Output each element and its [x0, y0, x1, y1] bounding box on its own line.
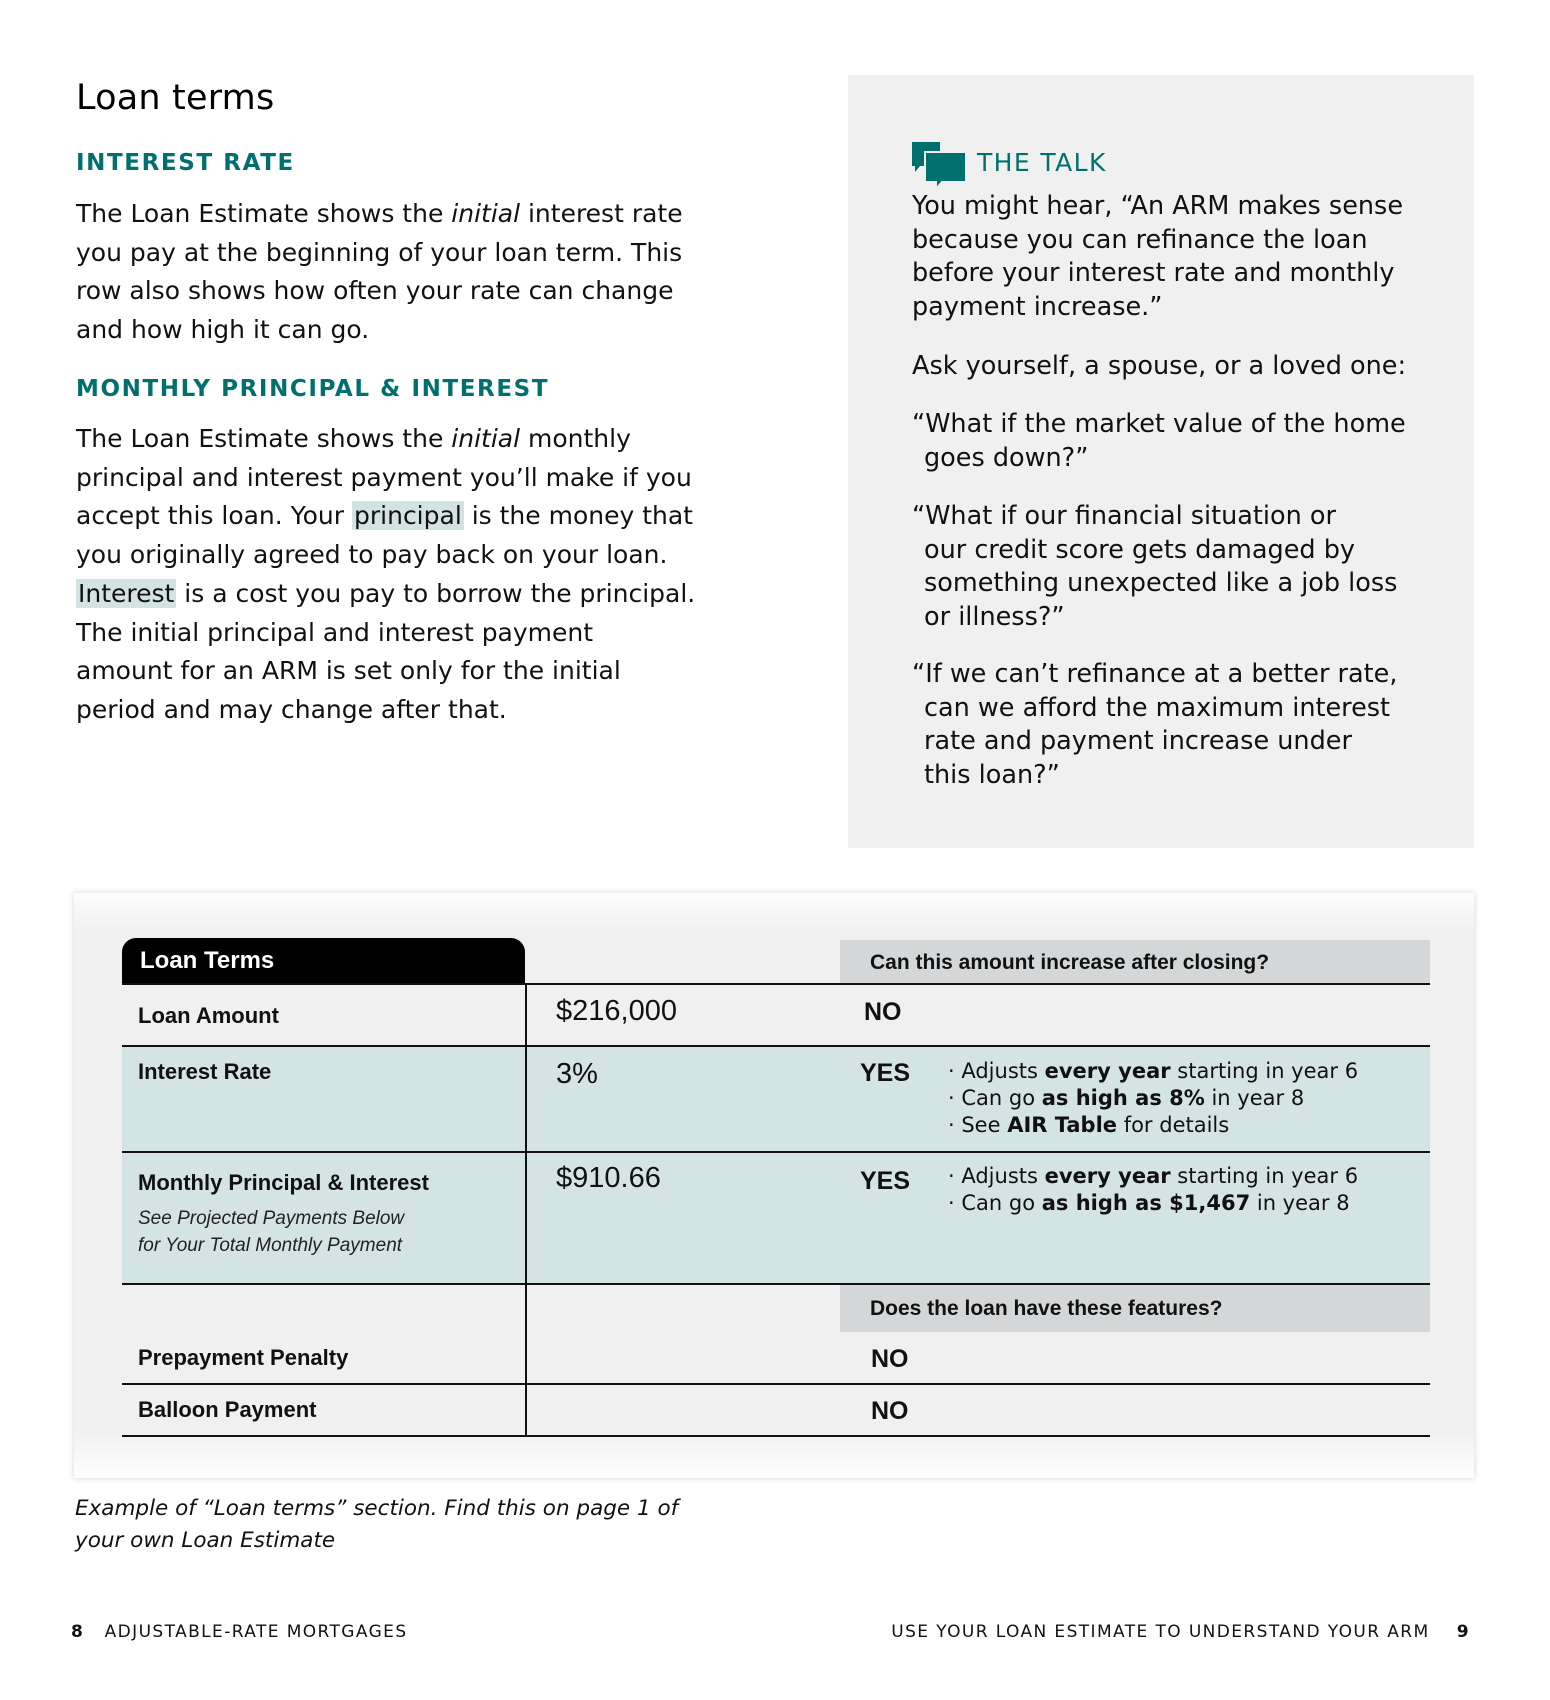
row-label-monthly-pi: Monthly Principal & Interest — [138, 1170, 429, 1195]
table-rule — [122, 1045, 1430, 1047]
answer-monthly-pi: YES — [860, 1167, 911, 1195]
paragraph-line: accept this loan. Your principal is the money that — [76, 501, 693, 531]
question-line: something unexpected like a job loss — [924, 568, 1398, 598]
value-loan-amount: $216,000 — [556, 995, 677, 1027]
section-heading-interest-rate: INTEREST RATE — [76, 150, 295, 176]
paragraph-line: The Loan Estimate shows the initial monthly — [76, 424, 631, 453]
column-header-increase: Can this amount increase after closing? — [840, 940, 1430, 984]
talk-line: before your interest rate and monthly — [912, 258, 1395, 288]
answer-loan-amount: NO — [864, 998, 902, 1026]
loan-terms-tab: Loan Terms — [122, 938, 525, 984]
row-label-balloon-payment: Balloon Payment — [138, 1397, 317, 1422]
paragraph-line: period and may change after that. — [76, 694, 507, 724]
page-number-right: 9 — [1456, 1622, 1470, 1642]
footer-left-title: ADJUSTABLE-RATE MORTGAGES — [104, 1622, 408, 1642]
the-talk-heading: THE TALK — [977, 148, 1107, 177]
answer-balloon-payment: NO — [871, 1397, 909, 1425]
glossary-term[interactable]: Interest — [78, 578, 175, 608]
bold-term: every year — [1044, 1164, 1171, 1188]
bold-term: as high as $1,467 — [1041, 1191, 1251, 1215]
column-header-features: Does the loan have these features? — [840, 1284, 1430, 1332]
question-line: “What if the market value of the home — [912, 409, 1406, 439]
value-interest-rate: 3% — [556, 1058, 598, 1090]
value-monthly-pi: $910.66 — [556, 1162, 661, 1194]
detail-bullet: · Can go as high as $1,467 in year 8 — [948, 1191, 1350, 1215]
table-rule — [122, 983, 1430, 985]
detail-bullet: · Adjusts every year starting in year 6 — [948, 1059, 1359, 1083]
question-line: can we afford the maximum interest — [924, 692, 1391, 723]
talk-line: because you can refinance the loan — [912, 224, 1368, 255]
question-line: “What if our financial situation or — [912, 501, 1336, 531]
caption-line: Example of “Loan terms” section. Find this on page 1 of — [75, 1496, 679, 1521]
table-rule — [122, 1151, 1430, 1153]
question-line: or illness?” — [924, 601, 1065, 632]
table-rule — [122, 1283, 1430, 1285]
row-label-loan-amount: Loan Amount — [138, 1003, 279, 1028]
interest-rate-paragraph — [76, 195, 716, 350]
detail-bullet: · Adjusts every year starting in year 6 — [948, 1164, 1359, 1188]
sublabel-line: See Projected Payments Below — [138, 1208, 405, 1229]
card-top-fade — [74, 893, 1474, 933]
monthly-pi-paragraph — [76, 420, 716, 730]
figure-caption — [75, 1493, 678, 1557]
paragraph-line: you originally agreed to pay back on your loan. — [76, 540, 668, 570]
speech-bubbles-icon — [912, 142, 966, 189]
row-label-interest-rate: Interest Rate — [138, 1059, 272, 1084]
monthly-pi-sublabel — [138, 1205, 404, 1259]
talk-intro — [912, 190, 1422, 324]
paragraph-line: The Loan Estimate shows the initial interest rate — [76, 199, 683, 228]
paragraph-line: The initial principal and interest payment — [76, 617, 594, 647]
question-line: “If we can’t refinance at a better rate, — [912, 659, 1398, 689]
paragraph-line: you pay at the beginning of your loan term. This — [76, 237, 683, 267]
footer-right — [891, 1622, 1470, 1642]
talk-line: payment increase.” — [912, 291, 1163, 322]
talk-line: You might hear, “An ARM makes sense — [912, 191, 1404, 221]
caption-line: your own Loan Estimate — [75, 1528, 336, 1553]
column-divider — [525, 984, 527, 1436]
page-number-left: 8 — [71, 1622, 85, 1642]
sublabel-line: for Your Total Monthly Payment — [138, 1235, 403, 1256]
talk-prompt: Ask yourself, a spouse, or a loved one: — [912, 351, 1407, 381]
answer-prepayment-penalty: NO — [871, 1345, 909, 1373]
card-bottom-fade — [74, 1430, 1474, 1478]
talk-question-1 — [912, 408, 1422, 475]
table-rule — [122, 1383, 1430, 1385]
footer-right-title: USE YOUR LOAN ESTIMATE TO UNDERSTAND YOUR ARM — [891, 1622, 1430, 1642]
paragraph-line: and how high it can go. — [76, 315, 370, 345]
paragraph-line: amount for an ARM is set only for the initial — [76, 656, 621, 686]
emphasis: initial — [451, 199, 521, 228]
glossary-term[interactable]: principal — [354, 501, 462, 531]
paragraph-line: row also shows how often your rate can change — [76, 276, 674, 306]
page-title: Loan terms — [76, 78, 275, 118]
question-line: our credit score gets damaged by — [924, 534, 1355, 565]
question-line: this loan?” — [924, 759, 1060, 790]
emphasis: initial — [451, 424, 521, 453]
bold-term: AIR Table — [1007, 1113, 1118, 1137]
answer-interest-rate: YES — [860, 1059, 911, 1087]
row-label-prepayment-penalty: Prepayment Penalty — [138, 1345, 349, 1370]
bold-term: every year — [1044, 1059, 1171, 1083]
detail-bullet: · Can go as high as 8% in year 8 — [948, 1086, 1305, 1110]
section-heading-monthly-pi: MONTHLY PRINCIPAL & INTEREST — [76, 376, 550, 402]
detail-bullet: · See AIR Table for details — [948, 1113, 1230, 1137]
table-rule — [122, 1435, 1430, 1437]
talk-question-2 — [912, 500, 1422, 634]
paragraph-line: principal and interest payment you’ll make if you — [76, 462, 692, 492]
details-monthly-pi — [948, 1163, 1358, 1217]
footer-left — [71, 1622, 408, 1642]
talk-question-3 — [912, 658, 1422, 792]
bold-term: as high as 8% — [1041, 1086, 1205, 1110]
details-interest-rate — [948, 1058, 1358, 1139]
paragraph-line: Interest is a cost you pay to borrow the principal. — [78, 578, 696, 608]
question-line: rate and payment increase under — [924, 726, 1352, 756]
question-line: goes down?” — [924, 442, 1089, 473]
